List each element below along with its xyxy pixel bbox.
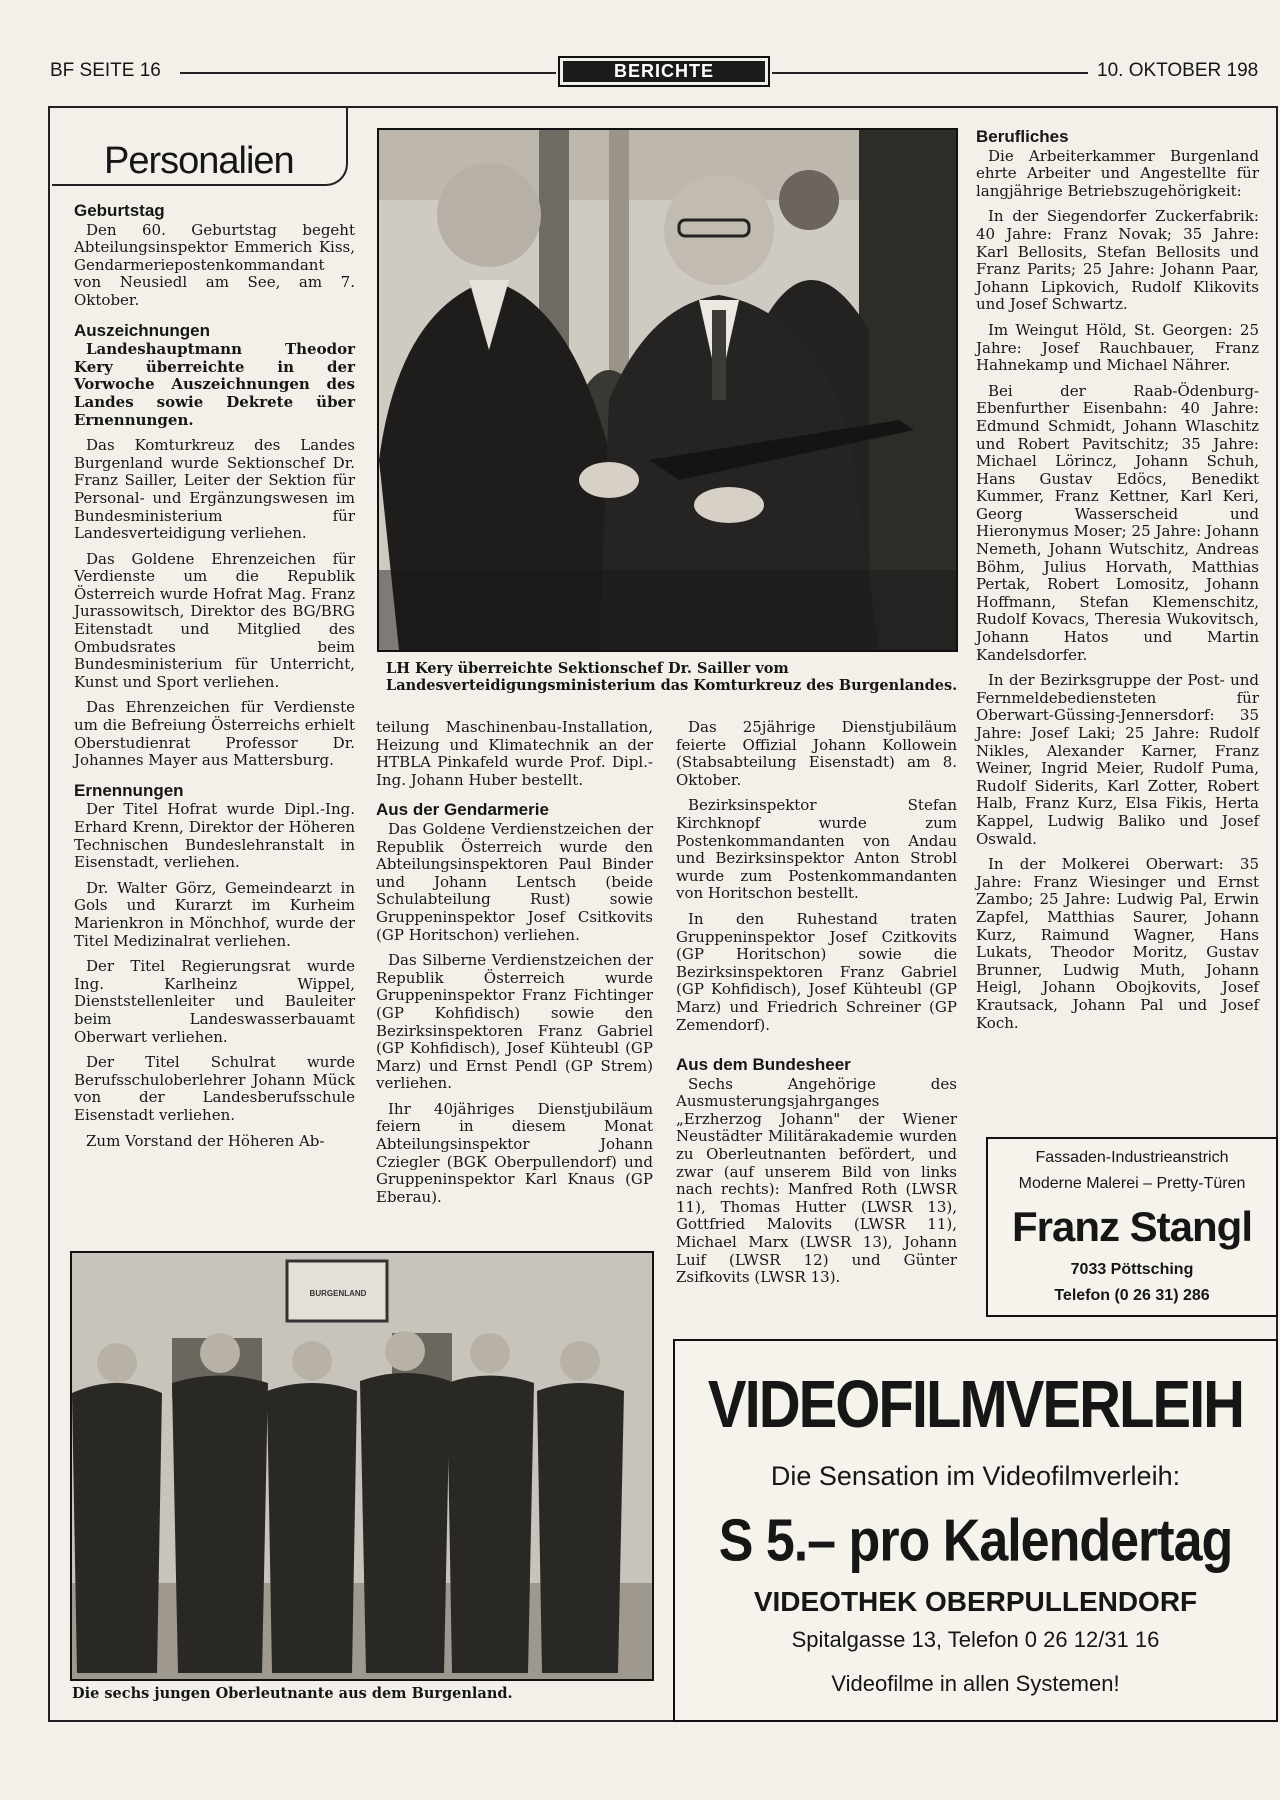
heading-geburtstag: Geburtstag bbox=[74, 201, 165, 220]
section-label-text: BERICHTE bbox=[563, 61, 765, 82]
text-geburtstag: Den 60. Geburtstag begeht Abteilungsinspektor Emmerich Kiss, Gendarmeriepostenkommandant von Neusiedl am See, am 7. Oktober. bbox=[74, 220, 355, 309]
text-auszeichnungen-intro: Landeshauptmann Theodor Kery überreichte in der Vorwoche Auszeichnungen des Landes sowie Dekrete über Ernennungen. bbox=[74, 340, 355, 429]
text-weingut: Im Weingut Höld, St. Georgen: 25 Jahre: Josef Rauchbauer, Franz Hahnekamp und Michael Nährer. bbox=[976, 320, 1259, 375]
photo-award-handshake bbox=[377, 128, 958, 652]
text-vorstand: Zum Vorstand der Höheren Ab- bbox=[86, 1131, 325, 1150]
ad-video-footer: Videofilme in allen Systemen! bbox=[831, 1671, 1120, 1696]
text-bundesheer: Sechs Angehörige des Ausmusterungsjahrganges „Erzherzog Johann" der Wiener Neustädter Militärakademie wurden zu Oberleutnanten befördert, und zwar (auf unserem Bild von links nach rechts): Manfred Roth (LWSR 11), Thomas Hutter (LWSR 13), Gottfried Malovits (LWSR 11), Michael Marx (LWSR 13), Johann Luif (LWSR 12) und Günter Zsifkovits (LWSR 13). bbox=[676, 1074, 957, 1287]
ad-video-sub: Die Sensation im Videofilmverleih: bbox=[770, 1461, 1181, 1491]
heading-auszeichnungen: Auszeichnungen bbox=[74, 320, 211, 340]
photo-award-svg bbox=[379, 130, 956, 650]
text-ehrenzeichen-befreiung: Das Ehrenzeichen für Verdienste um die Befreiung Österreichs erhielt Oberstudienrat Professor Dr. Johannes Mayer aus Mattersburg. bbox=[74, 698, 355, 770]
text-regierungsrat: Der Titel Regierungsrat wurde Ing. Karlheinz Wippel, Dienststellenleiter und Bauleiter beim Landeswasserbauamt Oberwart verliehen. bbox=[74, 957, 355, 1046]
heading-berufliches: Berufliches bbox=[976, 127, 1069, 146]
column-2 bbox=[376, 719, 653, 1214]
text-komturkreuz: Das Komturkreuz des Landes Burgenland wurde Sektionschef Dr. Franz Sailler, Leiter der Sektion für Personal- und Ergänzungswesen im Bundesministerium für Landesverteidigung verliehen. bbox=[74, 436, 355, 543]
text-post: In der Bezirksgruppe der Post- und Fernmeldebediensteten für Oberwart-Güssing-Jennersdorf: 35 Jahre: Josef Laki; 25 Jahre: Rudolf Nikles, Alexander Karner, Franz Weiner, Ingrid Meier, Rudolf Puma, Rudolf Siderits, Karl Zotter, Robert Halb, Franz Kurz, Elsa Fikis, Herta Kappel, Ludwig Baliko und Josef Oswald. bbox=[976, 671, 1259, 848]
issue-date: 10. OKTOBER 198 bbox=[1097, 60, 1259, 81]
photo-oberleutnante-svg bbox=[72, 1253, 652, 1679]
photo-oberleutnante bbox=[70, 1251, 654, 1681]
ad-video-address: Spitalgasse 13, Telefon 0 26 12/31 16 bbox=[791, 1627, 1160, 1652]
text-hofrat: Der Titel Hofrat wurde Dipl.-Ing. Erhard Krenn, Direktor der Höheren Technischen Bundeslehranstalt in Eisenstadt, verliehen. bbox=[74, 800, 355, 872]
ad-stangl-name: Franz Stangl bbox=[1011, 1203, 1253, 1250]
text-molkerei: In der Molkerei Oberwart: 35 Jahre: Franz Wiesinger und Ernst Zambo; 25 Jahre: Ludwig Pal, Erwin Zapfel, Matthias Saurer, Johann Kurz, Raimund Wagner, Hans Lukats, Theodor Moritz, Gustav Brunner, Ludwig Muth, Johann Heigl, Johann Obojkovits, Josef Krautsack, Johann Pal und Josef Koch. bbox=[976, 855, 1259, 1032]
text-goldenes-ehrenzeichen: Das Goldene Ehrenzeichen für Verdienste um die Republik Österreich wurde Hofrat Mag. Franz Jurassowitsch, Direktor des BG/BRG Eitenstadt und Mitglied des Ombudsrates beim Bundesministerium für Unterricht, Kunst und Sport verliehen. bbox=[74, 549, 355, 691]
heading-ernennungen: Ernennungen bbox=[74, 780, 184, 800]
ad-videofilmverleih bbox=[673, 1339, 1278, 1722]
ad-stangl-phone: Telefon (0 26 31) 286 bbox=[1054, 1287, 1210, 1304]
ad-video-title: VIDEOFILMVERLEIH bbox=[707, 1367, 1244, 1442]
header-rule-right bbox=[772, 72, 1088, 74]
text-eisenbahn: Bei der Raab-Ödenburg-Ebenfurther Eisenbahn: 40 Jahre: Edmund Schmidt, Johann Wlaschitz und Robert Pavitschitz; 35 Jahre: Michael Lörincz, Johann Schuh, Hans Gustav Edöcs, Benedikt Kummer, Franz Kettner, Karl Keri, Georg Wasserscheid und Hieronymus Moser; 25 Jahre: Johann Nemeth, Johann Wutschitz, Andreas Böhm, Julius Horvath, Matthias Pertak, Robert Lomositz, Johann Hoffmann, Stefan Klemenschitz, Rudolf Kovacs, Theresia Wukovitsch, Johann Hatos und Martin Kandelsdorfer. bbox=[976, 381, 1259, 664]
ad-franz-stangl bbox=[986, 1137, 1278, 1317]
text-arbeiterkammer: Die Arbeiterkammer Burgenland ehrte Arbeiter und Angestellte für langjährige Betriebszugehörigkeit: bbox=[976, 146, 1259, 200]
page-number: BF SEITE 16 bbox=[50, 60, 161, 81]
ad-stangl-line1: Fassaden-Industrieanstrich bbox=[1035, 1149, 1229, 1166]
column-3 bbox=[676, 719, 957, 1295]
column-4 bbox=[976, 128, 1259, 1040]
photo-oberleutnante-caption: Die sechs jungen Oberleutnante aus dem Burgenland. bbox=[72, 1685, 513, 1702]
ad-stangl-city: 7033 Pöttsching bbox=[1070, 1261, 1194, 1278]
text-25jahre-dienstjubilaeum: Das 25jährige Dienstjubiläum feierte Offizial Johann Kollowein (Stabsabteilung Eisenstadt) am 8. Oktober. bbox=[676, 718, 957, 789]
text-medizinalrat: Dr. Walter Görz, Gemeindearzt in Gols und Kurarzt im Kurheim Marienkron in Mönchhof, wurde der Titel Medizinalrat verliehen. bbox=[74, 878, 355, 950]
header-rule-left bbox=[180, 72, 556, 74]
section-label bbox=[558, 56, 770, 87]
text-schulrat: Der Titel Schulrat wurde Berufsschuloberlehrer Johann Mück von der Landesberufsschule Eisenstadt verliehen. bbox=[74, 1053, 355, 1124]
ad-video-price: S 5.– pro Kalendertag bbox=[718, 1507, 1233, 1575]
photo-sign-text: BURGENLAND bbox=[309, 1289, 367, 1298]
text-goldenes-verdienstzeichen: Das Goldene Verdienstzeichen der Republik Österreich wurde den Abteilungsinspektoren Paul Binder und Johann Lentsch (beide Schulabteilung Rust) sowie Gruppeninspektor Josef Csitkovits (GP Horitschon) verliehen. bbox=[376, 819, 653, 944]
text-htbla: teilung Maschinenbau-Installation, Heizung und Klimatechnik an der HTBLA Pinkafeld wurde Prof. Dipl.-Ing. Johann Huber bestellt. bbox=[376, 718, 653, 789]
text-silbernes-verdienstzeichen: Das Silberne Verdienstzeichen der Republik Österreich wurde Gruppeninspektor Franz Fichtinger (GP Kohfidisch) sowie den Bezirksinspektoren Franz Gabriel (GP Kohfidisch), Josef Kühteubl (GP Marz) und Ernst Pendl (GP Strem) verliehen. bbox=[376, 951, 653, 1093]
ad-stangl-line2: Moderne Malerei – Pretty-Türen bbox=[1018, 1175, 1246, 1192]
photo-award-caption: LH Kery überreichte Sektionschef Dr. Sailler vom Landesverteidigungsministerium das Komturkreuz des Burgenlandes. bbox=[386, 660, 958, 694]
text-zuckerfabrik: In der Siegendorfer Zuckerfabrik: 40 Jahre: Franz Novak; 35 Jahre: Karl Bellosits, Stefan Bellosits und Franz Parits; 25 Jahre: Johann Paar, Johann Lipkovich, Rudolf Klikovits und Josef Schwartz. bbox=[976, 207, 1259, 314]
text-postenkommandanten: Bezirksinspektor Stefan Kirchknopf wurde zum Postenkommandanten von Andau und Bezirksinspektor Anton Strobl wurde zum Postenkommandanten von Horitschon bestellt. bbox=[676, 796, 957, 903]
heading-bundesheer: Aus dem Bundesheer bbox=[676, 1055, 851, 1075]
ad-video-shop: VIDEOTHEK OBERPULLENDORF bbox=[753, 1586, 1198, 1617]
heading-gendarmerie: Aus der Gendarmerie bbox=[376, 800, 549, 820]
text-40jahre-dienstjubilaeum: Ihr 40jähriges Dienstjubiläum feiern in diesem Monat Abteilungsinspektor Johann Cziegler (BGK Oberpullendorf) und Gruppeninspektor Karl Knaus (GP Eberau). bbox=[376, 1099, 653, 1206]
column-1 bbox=[74, 202, 355, 1158]
personalien-title: Personalien bbox=[104, 140, 294, 182]
text-ruhestand: In den Ruhestand traten Gruppeninspektor Josef Czitkovits (GP Horitschon) sowie die Bezirksinspektoren Franz Gabriel (GP Kohfidisch), Josef Kühteubl (GP Marz) und Friedrich Schreiner (GP Zemendorf). bbox=[676, 909, 957, 1034]
